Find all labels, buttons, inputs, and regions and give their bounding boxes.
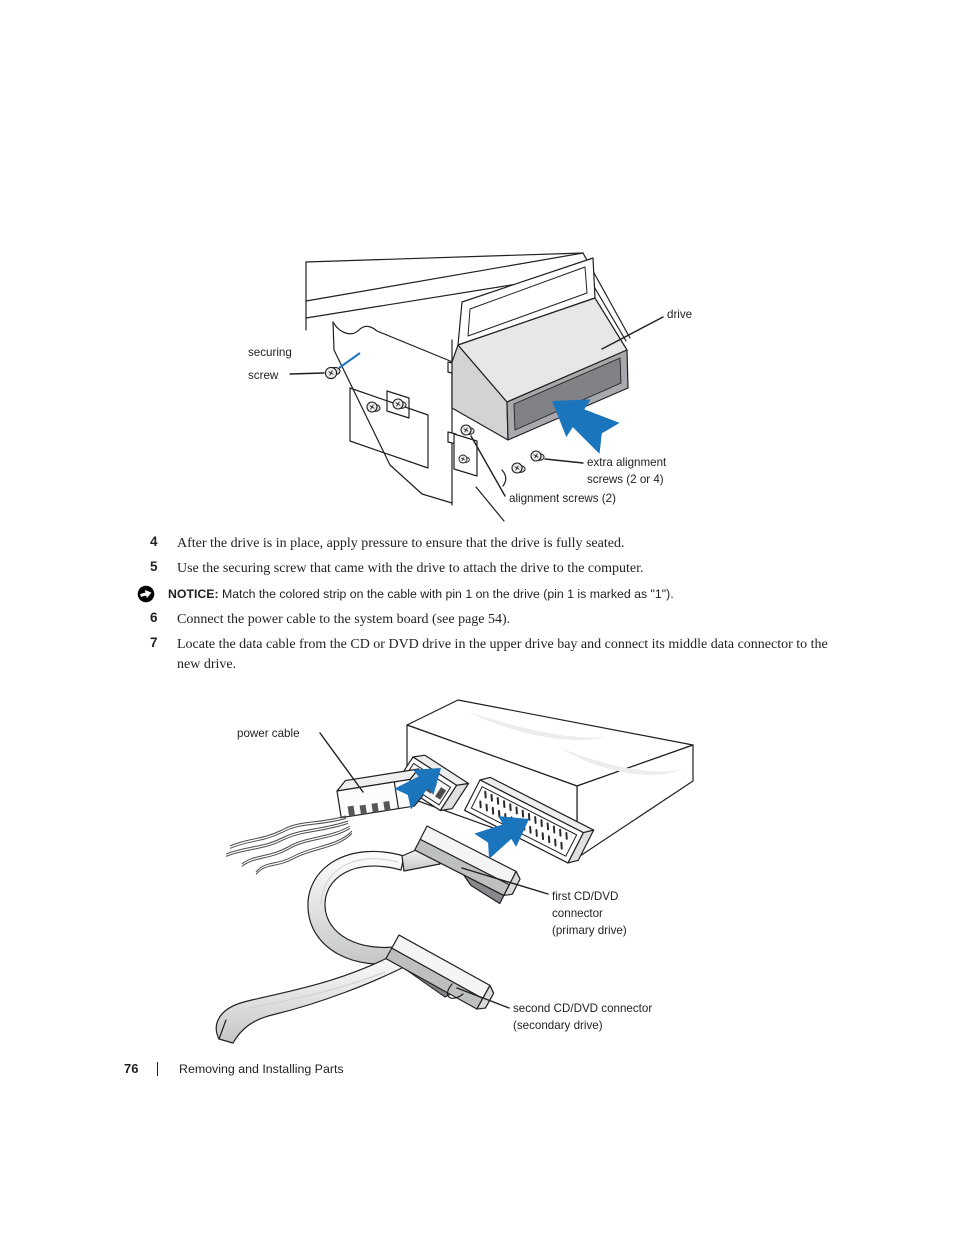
step-text: After the drive is in place, apply pressure to ensure that the drive is fully seated. [177,536,625,551]
notice-text: NOTICE: Match the colored strip on the cable with pin 1 on the drive (pin 1 is marked as "1"). [168,587,674,601]
label-first-connector: first CD/DVD connector (primary drive) [552,890,627,937]
footer-divider [157,1062,158,1076]
step-number: 5 [150,559,158,574]
label-extra-alignment-screws: extra alignment screws (2 or 4) [587,456,667,486]
step-text: Connect the power cable to the system board (see page 54). [177,612,511,627]
label-alignment-screws: alignment screws (2) [509,492,616,505]
label-drive: drive [667,308,693,321]
step-4 [150,534,829,554]
securing-screw-icon [325,235,360,379]
step-text: Locate the data cable from the CD or DVD drive in the upper drive bay and connect its middle data connector to the new drive. [177,637,828,672]
step-6 [150,610,829,630]
step-number: 4 [150,534,158,549]
step-5 [150,559,829,579]
footer-section-title: Removing and Installing Parts [179,1062,344,1076]
second-cd-dvd-connector [386,935,496,1012]
step-number: 6 [150,610,158,625]
label-securing-screw: securing screw [248,346,292,382]
notice-icon [137,585,155,603]
alignment-screw-icon [461,425,474,435]
cable-connection-figure [185,698,760,1050]
label-second-connector: second CD/DVD connector (secondary drive) [513,1002,653,1032]
step-text: Use the securing screw that came with the drive to attach the drive to the computer. [177,561,644,576]
step-number: 7 [150,635,158,650]
extra-alignment-screw-icon [512,463,525,473]
label-power-cable: power cable [237,727,300,740]
page-number: 76 [124,1061,139,1076]
panel-screw-icon [393,399,406,409]
extra-alignment-screw-icon [531,451,544,461]
step-7 [150,635,829,674]
panel-screw-icon [367,402,380,412]
